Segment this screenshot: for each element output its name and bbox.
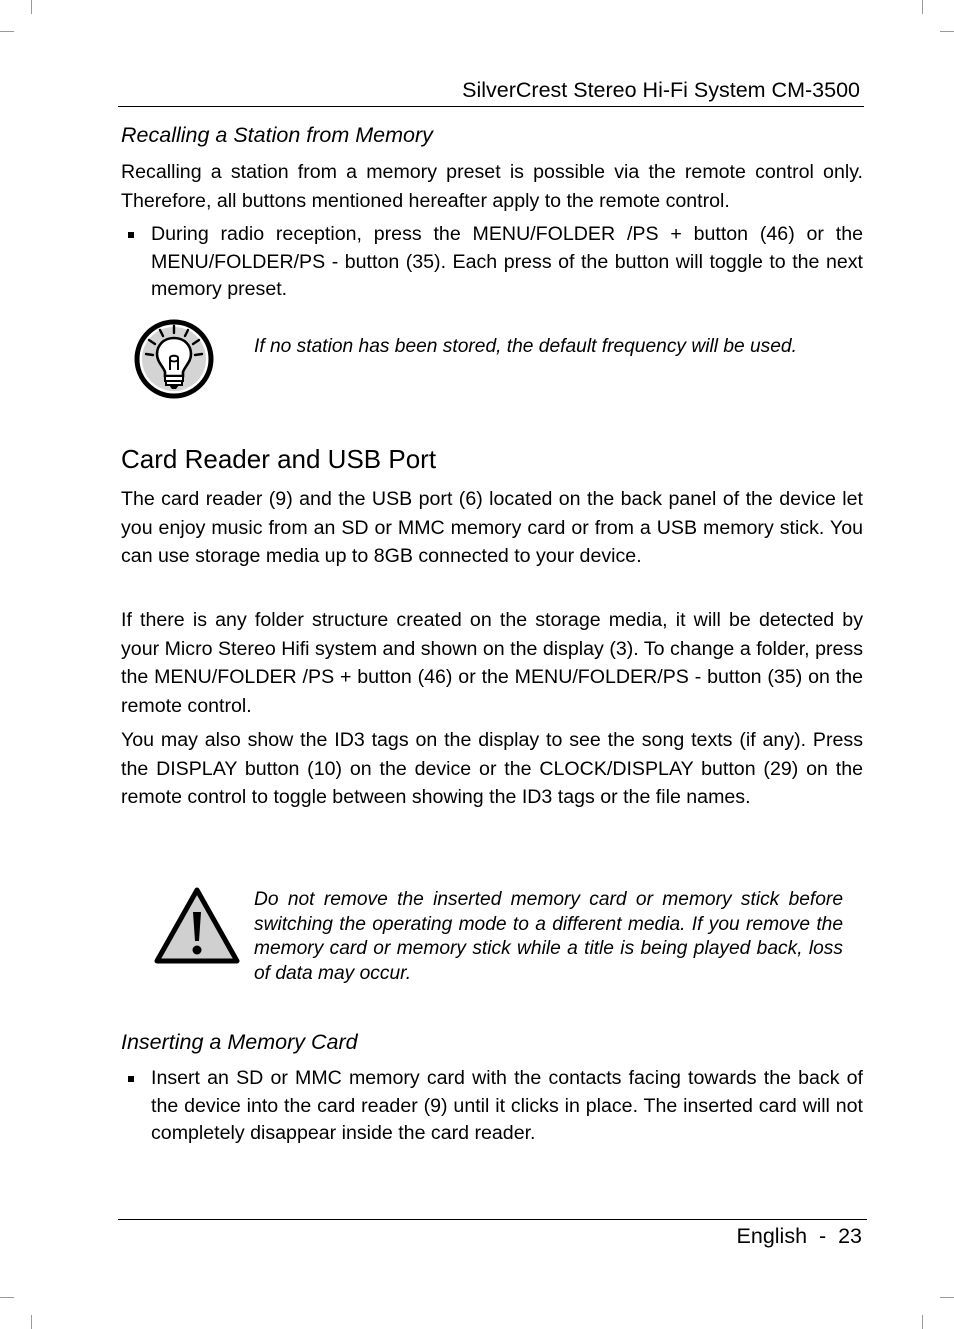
bullet-square-icon	[128, 1076, 134, 1082]
list-item	[121, 1065, 863, 1148]
list-item	[121, 221, 863, 304]
card-reader-paragraph-3: You may also show the ID3 tags on the display to see the song texts (if any). Press the DISPLAY button (10) on the device or the CLOCK/DISPLAY button (29) on the remote control to toggle between showing the ID3 tags or the file names.	[121, 729, 863, 809]
crop-mark	[31, 1315, 32, 1329]
crop-mark	[31, 0, 32, 14]
crop-mark	[922, 0, 923, 14]
header-divider	[118, 106, 864, 107]
lightbulb-icon	[133, 318, 215, 405]
section-heading-inserting: Inserting a Memory Card	[121, 1030, 358, 1054]
recalling-intro-paragraph: Recalling a station from a memory preset is possible via the remote control only. Therefore, all buttons mentioned hereafter apply to the remote control.	[121, 161, 863, 212]
crop-mark	[940, 31, 954, 32]
section-heading-card-reader: Card Reader and USB Port	[121, 444, 437, 474]
page-header-title: SilverCrest Stereo Hi-Fi System CM-3500	[462, 78, 860, 102]
crop-mark	[0, 31, 14, 32]
list-item-text: Insert an SD or MMC memory card with the contacts facing towards the back of the device into the card reader (9) until it clicks in place. The inserted card will not completely disappear inside the card reader.	[151, 1067, 863, 1145]
warning-icon	[153, 886, 241, 971]
card-reader-paragraph-1: The card reader (9) and the USB port (6) located on the back panel of the device let you enjoy music from an SD or MMC memory card or from a USB memory stick. You can use storage media up to 8GB connected to your device.	[121, 488, 863, 568]
footer-divider	[118, 1219, 867, 1220]
warning-note-text: Do not remove the inserted memory card or memory stick before switching the operating mode to a different media. If you remove the memory card or memory stick while a title is being played back, loss of data may occur.	[254, 889, 843, 984]
crop-mark	[922, 1315, 923, 1329]
crop-mark	[940, 1297, 954, 1298]
section-heading-recalling: Recalling a Station from Memory	[121, 123, 433, 147]
bullet-square-icon	[128, 232, 134, 238]
list-item-text: During radio reception, press the MENU/FOLDER /PS + button (46) or the MENU/FOLDER/PS - button (35). Each press of the button will toggle to the next memory preset.	[151, 223, 863, 301]
card-reader-paragraph-2: If there is any folder structure created on the storage media, it will be detected by your Micro Stereo Hifi system and shown on the display (3). To change a folder, press the MENU/FOLDER /PS + button (46) or the MENU/FOLDER/PS - button (35) on the remote control.	[121, 609, 863, 717]
page-footer-number: English - 23	[736, 1224, 862, 1248]
tip-note-text: If no station has been stored, the default frequency will be used.	[254, 336, 797, 357]
crop-mark	[0, 1297, 14, 1298]
